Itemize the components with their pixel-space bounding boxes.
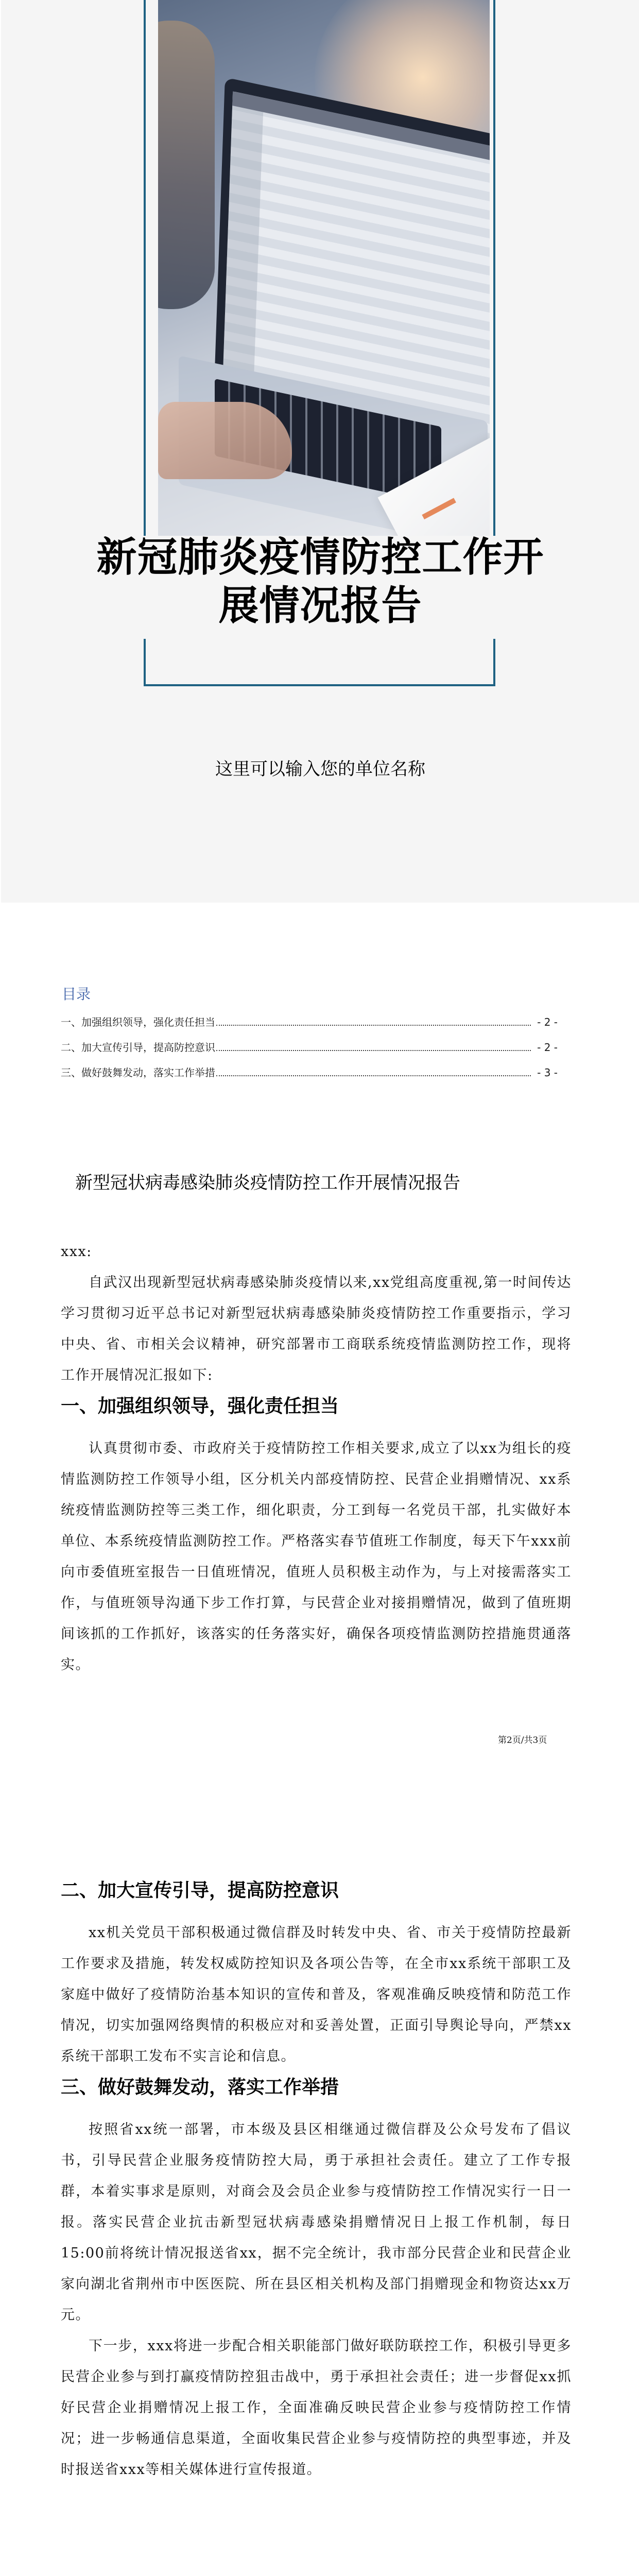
toc-item-label: 三、做好鼓舞发动，落实工作举措 [61, 1066, 215, 1079]
page-footer-2: 第2页/共3页 [498, 1735, 547, 1745]
salutation: xxx: [61, 1244, 92, 1260]
intro-block [61, 1267, 572, 1681]
toc-item-label: 一、加强组织领导，强化责任担当 [61, 1016, 215, 1028]
frame-line-right-top [493, 0, 495, 536]
toc-item[interactable] [61, 1064, 558, 1090]
section-3-paragraph-2: 下一步，xxx将进一步配合相关职能部门做好联防联控工作，积极引导更多民营企业参与到打赢疫情防控狙击战中，勇于承担社会责任；进一步督促xx抓好民营企业捐赠情况上报工作，全面准确反映民营企业参与疫情防控工作情况；进一步畅通信息渠道，全面收集民营企业参与疫情防控的典型事迹，并及时报送省xxx等相关媒体进行宣传报道。 [61, 2338, 572, 2478]
toc-leader-dots [216, 1050, 531, 1051]
cover-page [1, 0, 639, 903]
frame-line-bottom [144, 684, 495, 686]
intro-paragraph: 自武汉出现新型冠状病毒感染肺炎疫情以来,xx党组高度重视,第一时间传达学习贯彻习近平总书记对新型冠状病毒感染肺炎疫情防控工作重要指示，学习中央、省、市相关会议精神，研究部署市工商联系统疫情监测防控工作，现将工作开展情况汇报如下: [61, 1275, 572, 1383]
toc-item-label: 二、加大宣传引导，提高防控意识 [61, 1041, 215, 1054]
section-heading-1: 一、加强组织领导，强化责任担当 [61, 1396, 339, 1417]
frame-line-left-top [144, 0, 146, 536]
toc-leader-dots [216, 1075, 531, 1076]
toc-item-page: - 2 - [537, 1041, 558, 1054]
photo-person-silhouette [158, 21, 215, 309]
section-2-paragraph: xx机关党员干部积极通过微信群及时转发中央、省、市关于疫情防控最新工作要求及措施，转发权威防控知识及各项公告等，在全市xx系统干部职工及家庭中做好了疫情防治基本知识的宣传和普及，客观准确反映疫情和防范工作情况，切实加强网络舆情的积极应对和妥善处置，正面引导舆论导向，严禁xx系统干部职工发布不实言论和信息。 [61, 1925, 572, 2064]
frame-line-right-bottom [493, 639, 495, 686]
toc-leader-dots [216, 1025, 531, 1026]
cover-title-line-1: 新冠肺炎疫情防控工作开 [96, 534, 544, 581]
cover-photo-laptop [158, 0, 490, 536]
toc-list [61, 1014, 558, 1090]
page-3-block [61, 1875, 572, 2485]
toc-item-page: - 3 - [537, 1066, 558, 1079]
section-heading-3: 三、做好鼓舞发动，落实工作举措 [61, 2077, 339, 2098]
cover-title [63, 533, 578, 630]
toc-item[interactable] [61, 1039, 558, 1064]
toc-heading: 目录 [62, 986, 91, 1003]
paper-highlight [422, 498, 456, 519]
frame-line-left-bottom [144, 639, 146, 686]
toc-item[interactable] [61, 1014, 558, 1039]
cover-title-line-2: 展情况报告 [218, 583, 422, 629]
section-1-paragraph: 认真贯彻市委、市政府关于疫情防控工作相关要求,成立了以xx为组长的疫情监测防控工作领导小组，区分机关内部疫情防控、民营企业捐赠情况、xx系统疫情监测防控等三类工作，细化职责，分工到每一名党员干部，扎实做好本单位、本系统疫情监测防控工作。严格落实春节值班工作制度，每天下午xxx前向市委值班室报告一日值班情况，值班人员积极主动作为，与上对接需落实工作，与值班领导沟通下步工作打算，与民营企业对接捐赠情况，做到了值班期间该抓的工作抓好，该落实的任务落实好，确保各项疫情监测防控措施贯通落实。 [61, 1440, 572, 1673]
photo-hand [158, 402, 292, 479]
report-title: 新型冠状病毒感染肺炎疫情防控工作开展情况报告 [75, 1173, 460, 1193]
cover-organization-name[interactable]: 这里可以输入您的单位名称 [215, 759, 425, 779]
section-heading-2: 二、加大宣传引导，提高防控意识 [61, 1880, 339, 1901]
section-3-paragraph-1: 按照省xx统一部署，市本级及县区相继通过微信群及公众号发布了倡议书，引导民营企业服务疫情防控大局，勇于承担社会责任。建立了工作专报群，本着实事求是原则，对商会及会员企业参与疫情防控工作情况实行一日一报。落实民营企业抗击新型冠状病毒感染捐赠情况日上报工作机制，每日15:00前将统计情况报送省xx，据不完全统计，我市部分民营企业和民营企业家向湖北省荆州市中医医院、所在县区相关机构及部门捐赠现金和物资达xx万元。 [61, 2122, 572, 2323]
toc-item-page: - 2 - [537, 1016, 558, 1028]
